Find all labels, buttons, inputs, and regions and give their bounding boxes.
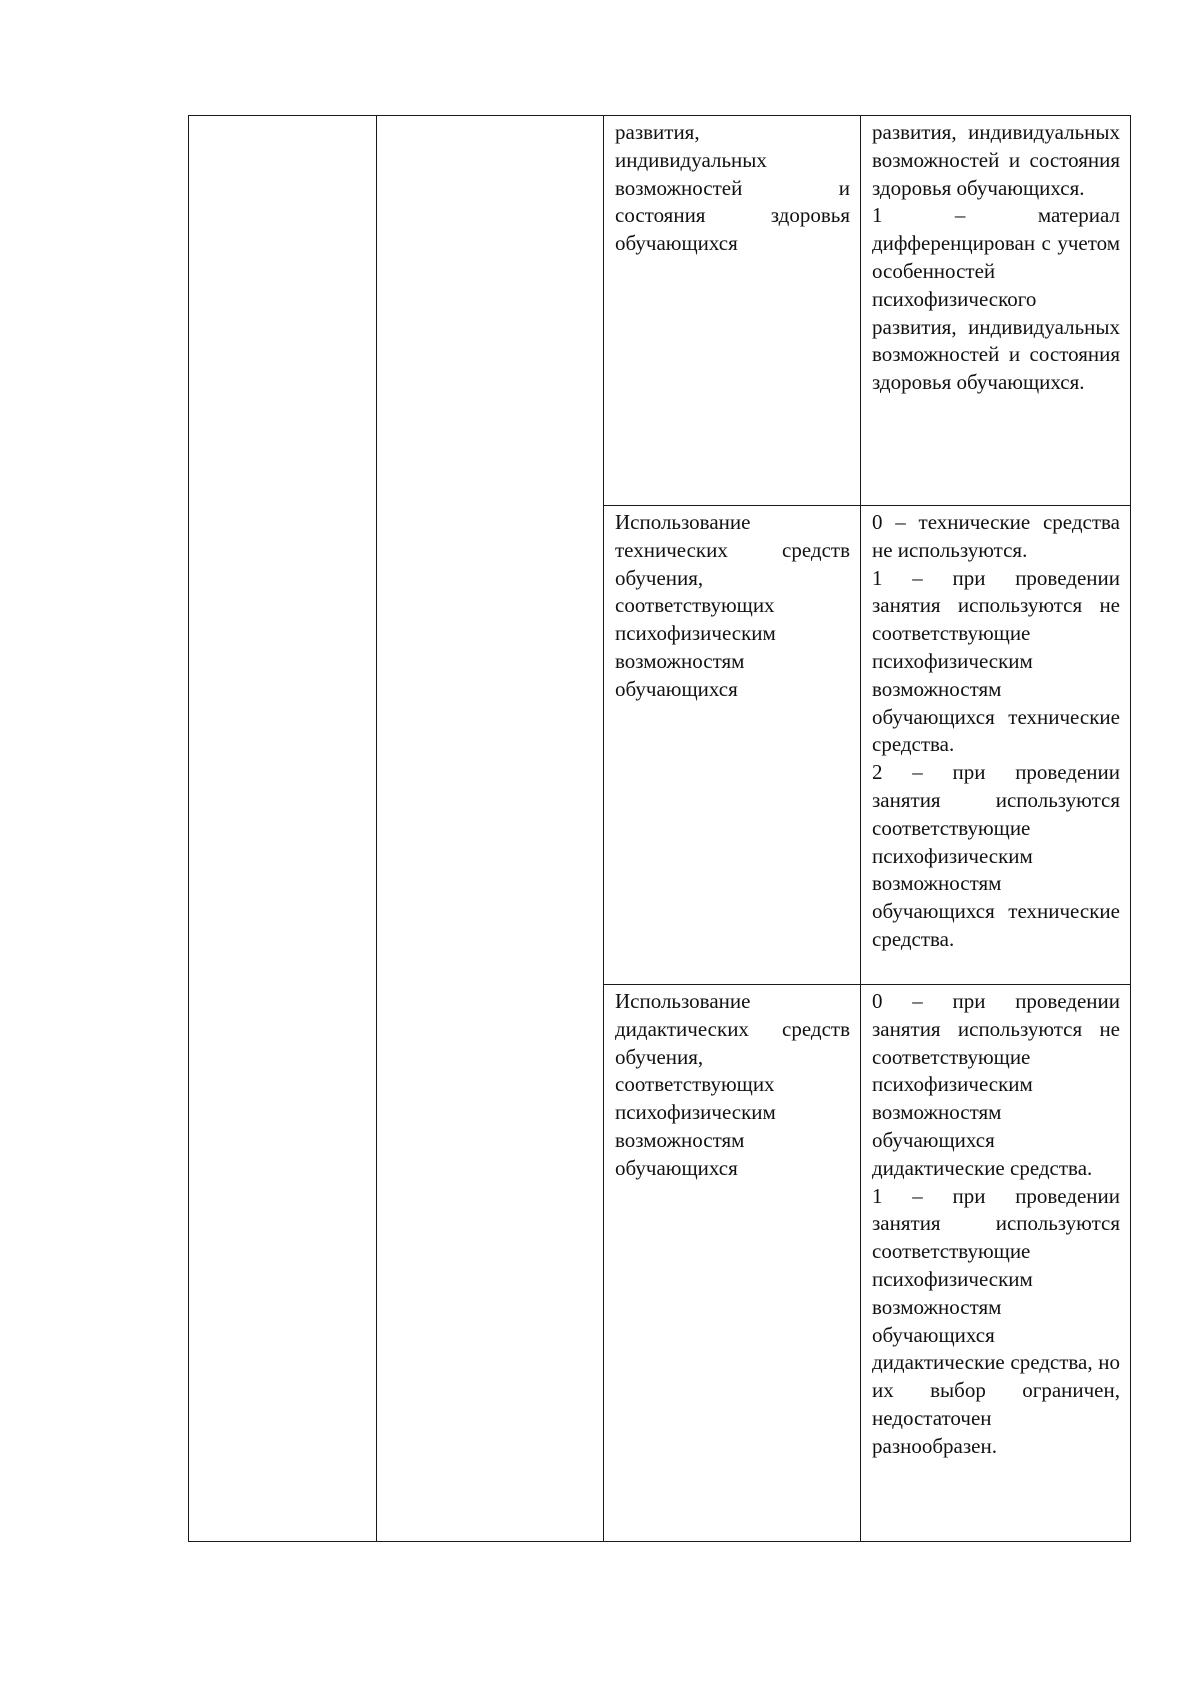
empty-cell-col2 [377, 116, 604, 1542]
criterion-text: Использование технических средств обучения, соответствующих психофизическим возможностям обучающихся [615, 510, 850, 701]
empty-cell-col1 [189, 116, 377, 1542]
score-text: 1 – при проведении занятия используются соответствующие психофизическим возможностям обучающихся дидактические средства, но их выбор ограничен, недостаточен разнообразен. [872, 1183, 1120, 1458]
score-text: 2 – при проведении занятия используются соответствующие психофизическим возможностям обучающихся технические средства. [872, 760, 1120, 951]
score-cell [861, 506, 1131, 985]
score-text: развития, индивидуальных возможностей и состояния здоровья обучающихся. [872, 120, 1120, 200]
score-text: 0 – технические средства не используются. [872, 510, 1120, 562]
score-text: 0 – при проведении занятия используются не соответствующие психофизическим возможностям обучающихся дидактические средства. [872, 989, 1120, 1180]
criterion-text: Использование дидактических средств обучения, соответствующих психофизическим возможностям обучающихся [615, 989, 850, 1180]
criterion-cell [604, 985, 861, 1542]
score-text: 1 – при проведении занятия используются не соответствующие психофизическим возможностям обучающихся технические средства. [872, 565, 1120, 757]
criteria-table [188, 115, 1131, 1542]
score-cell [861, 116, 1131, 506]
criterion-cell [604, 506, 861, 985]
criterion-cell [604, 116, 861, 506]
score-cell [861, 985, 1131, 1542]
table-row [189, 116, 1131, 506]
criterion-text: развития, индивидуальных возможностей и состояния здоровья обучающихся [615, 120, 850, 256]
score-text: 1 – материал дифференцирован с учетом особенностей психофизического развития, индивидуальных возможностей и состояния здоровья обучающихся. [872, 203, 1120, 395]
